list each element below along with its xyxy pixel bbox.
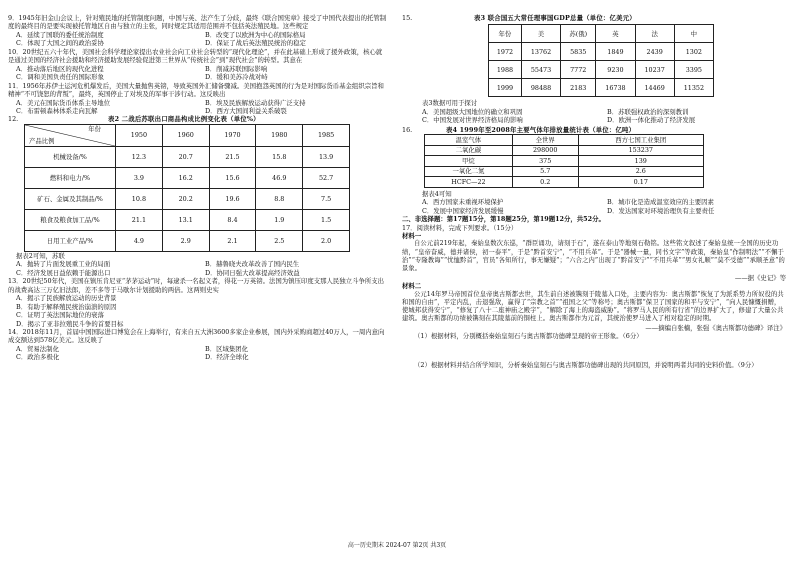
option: B．改变了以欧洲为中心的国际格局 (205, 30, 306, 39)
option: A．推动落后地区的现代化进程 (16, 64, 104, 73)
question-16-after: 据表4可知 (422, 189, 452, 198)
table-2-caption: 表2 二战后苏联出口商品构成比例变化表（单位%） (108, 115, 260, 124)
question-12-after: 据表2可知，苏联 (16, 251, 65, 260)
cell: 一氧化二氮 (425, 166, 513, 177)
cell: 13.9 (303, 146, 350, 167)
table-row (425, 156, 704, 167)
option: C．证明了英法国际地位的衰落 (16, 311, 104, 320)
question-17-sub-2: （2）根据材料并结合所学知识，分析秦始皇刻石与奥古斯都功德碑出现的共同原因，并说明两者共同的史料价值。（9分） (414, 360, 758, 369)
table-2-corner-header (25, 124, 116, 146)
table-row (425, 166, 704, 177)
table-4 (424, 134, 704, 188)
year-header: 1985 (303, 124, 350, 146)
option: B．苏联强权政治的深刻教训 (607, 107, 689, 116)
cell: 139 (578, 156, 703, 167)
table-row (425, 177, 704, 188)
material-2-source: ——摘编自张楠，张强《奥古斯都功德碑》译注》 (645, 323, 786, 332)
question-11-options (16, 99, 388, 116)
table-row (425, 145, 704, 156)
question-15 (402, 14, 786, 125)
table-row (25, 167, 350, 188)
option: C．体现了大国之间的政治妥协 (16, 39, 104, 48)
option: C．布雷顿森林体系走向瓦解 (16, 106, 98, 115)
cell: 12.3 (116, 146, 163, 167)
question-12-number: 12. (8, 115, 19, 124)
table-row (25, 209, 350, 230)
cell: 二氧化碳 (425, 145, 513, 156)
column-header: 英 (596, 25, 635, 43)
question-17-stem: 17．阅读材料，完成下列要求。（15分） (402, 223, 518, 232)
cell: 153237 (578, 145, 703, 156)
row-label: 燃料和电力/% (25, 167, 116, 188)
cell: 298000 (512, 145, 578, 156)
option: D．欧洲一体化推动了经济发展 (607, 116, 696, 125)
option: A．美元在国际货币体系主导地位 (16, 98, 111, 107)
cell: 9230 (596, 61, 635, 79)
cell: 0.2 (512, 177, 578, 188)
column-header: 美 (521, 25, 560, 43)
cell: 46.9 (256, 167, 303, 188)
option: A．延续了国联的委任统治制度 (16, 30, 104, 39)
question-16-options (422, 198, 786, 215)
cell: 1.5 (303, 209, 350, 230)
option: A．贸易法制化 (16, 344, 59, 353)
year-header: 1970 (209, 124, 256, 146)
cell: 2183 (561, 79, 596, 97)
year-header: 1950 (116, 124, 163, 146)
cell: 2.0 (303, 230, 350, 251)
option: B．城市化是造成温室效应的主要因素 (607, 198, 714, 207)
column-header: 法 (635, 25, 674, 43)
question-10-stem: 10．20世纪五六十年代，美国社会科学理论家提出农业社会向工业社会转型的“现代化理论”，并在此基础上形成了援外政策，核心就是通过美国的经济社会援助和经济援助发展经验促进第三世界从“传统社会”到“现代社会”的转型。其意在 (8, 47, 383, 65)
question-16-number: 16. (402, 125, 413, 134)
question-13 (8, 277, 388, 328)
right-column (402, 14, 786, 369)
left-column (8, 14, 388, 362)
question-15-after: 表3数据可用于探讨 (422, 99, 478, 108)
question-15-options (422, 108, 786, 125)
cell: 1972 (489, 43, 522, 61)
cell: 2.5 (256, 230, 303, 251)
cell: 10.8 (116, 188, 163, 209)
cell: 10237 (635, 61, 674, 79)
option: D．协同日强大改革提高经济效益 (205, 268, 300, 277)
column-header: 温室气体 (425, 135, 513, 146)
cell: 14469 (635, 79, 674, 97)
cell: 13.1 (162, 209, 209, 230)
row-label: 机械设备/% (25, 146, 116, 167)
table-2 (24, 124, 350, 252)
table-row (489, 61, 714, 79)
cell: 8.4 (209, 209, 256, 230)
material-1-source: ——据《史记》等 (734, 273, 786, 282)
material-1-title: 材料一 (402, 232, 422, 241)
option: B．埃及民族解放运动获得广泛支持 (205, 98, 306, 107)
table-row (25, 230, 350, 251)
row-label: 粮食及粮食加工品/% (25, 209, 116, 230)
option: C．调和美国负责任的国际形象 (16, 73, 104, 82)
option: D．保证了战后英法殖民统治的稳定 (205, 39, 306, 48)
cell: 1.9 (256, 209, 303, 230)
question-14-stem: 14．2018年11月，首届中国国际进口博览会在上海举行，有来自五大洲3600多家企业参展，国内外采购商超过40万人，一周内意向成交额达到578亿美元。这反映了 (8, 327, 385, 345)
table-3 (488, 24, 714, 97)
question-14-options (16, 345, 388, 362)
part-2-title: 二、非选择题：第17题15分，第18题25分，第19题12分，共52分。 (402, 215, 605, 224)
option: A．揭示了民族解放运动的历史背景 (16, 294, 117, 303)
option: A．抛转了片面发展重工业的局面 (16, 260, 111, 269)
option: B．区域集团化 (205, 344, 249, 353)
cell: 7772 (561, 61, 596, 79)
cell: HCFC—22 (425, 177, 513, 188)
cell: 21.1 (116, 209, 163, 230)
question-9 (8, 14, 388, 48)
question-11-stem: 11．1956年苏伊士运河危机爆发后，美国大量抛售英镑，导致英国外汇储备骤减。美国抱怨英国的行为是对国际货币基金组织宗旨和精神“不可饶恕的背叛”，最终，英国停止了对埃及的军事干涉行动。这反映出 (8, 81, 384, 99)
cell: 16738 (596, 79, 635, 97)
option: D．发达国家对环境治理负有主要责任 (607, 206, 715, 215)
cell: 15.6 (209, 167, 256, 188)
table-4-caption: 表4 1999年至2008年主要气体年排放量统计表（单位：亿吨） (446, 125, 636, 134)
column-header: 全世界 (512, 135, 578, 146)
question-10-options (16, 65, 388, 82)
question-14 (8, 328, 388, 362)
part-2 (402, 215, 786, 369)
option: A．美国超级大国地位的确立和巩固 (422, 107, 523, 116)
cell: 3395 (674, 61, 713, 79)
question-10 (8, 48, 388, 82)
option: D．揭示了亚非拉殖民斗争的首要目标 (16, 319, 124, 328)
material-1-text: 自公元前219年起，秦始皇数次东巡，“群臣诵功，请刻于石”，遂在泰山等地刻石勒铭。这些铭文叙述了秦始皇统一全国的历史功绩，“皇帝奋威，德并诸侯，初一泰平”，于是“黔首安宁”，“不用兵革”。于是“器械一量，同书文字”等政策，秦始皇“作制明法”“不懈于治”“专隆教诲”“忧恤黔首”，官员“各知所行，事无嫌疑”；“六合之内”出现了“黔首安宁”“不用兵革”“男女礼顺”“莫不受德”“承顺圣意”的景象。 (402, 240, 785, 273)
cell: 0.17 (578, 177, 703, 188)
question-12-options (16, 260, 388, 277)
option: C．中国发展对世界经济格局的影响 (422, 116, 523, 125)
table-row (25, 146, 350, 167)
cell: 52.7 (303, 167, 350, 188)
cell: 7.5 (303, 188, 350, 209)
cell: 5.7 (512, 166, 578, 177)
row-label: 日用工业产品/% (25, 230, 116, 251)
row-label: 矿石、金属及其制品/% (25, 188, 116, 209)
table-2-product-header: 产品比例 (29, 137, 55, 146)
cell: 19.6 (209, 188, 256, 209)
year-header: 1980 (256, 124, 303, 146)
question-13-stem: 13．20世纪50年代，美国在镇压肯尼亚“茅茅运动”时，每逮杀一名起义者，得花一万英镑。法国为镇压印度支那人民独立斗争所支出的战费高达三万亿旧法郎，差不多等于马歇尔计划援助的两倍。这两则史实 (8, 277, 385, 294)
cell: 2.1 (209, 230, 256, 251)
question-15-number: 15. (402, 14, 413, 22)
cell: 11352 (674, 79, 713, 97)
question-12 (8, 115, 388, 277)
cell: 20.7 (162, 146, 209, 167)
cell: 5835 (561, 43, 596, 61)
option: D．经济全球化 (205, 353, 249, 362)
question-13-options (16, 294, 388, 328)
cell: 15.8 (256, 146, 303, 167)
page-footer: 高一历史期末 2024-07 第2页 共3页 (347, 542, 447, 549)
option: A．西方国家未重视环境保护 (422, 198, 504, 207)
table-row (489, 43, 714, 61)
table-2-year-header: 年份 (88, 124, 101, 133)
table-3-caption: 表3 联合国五大常任理事国GDP总量（单位：亿美元） (474, 14, 636, 22)
table-row (489, 79, 714, 97)
cell: 98488 (521, 79, 560, 97)
material-2-text: 公元14年罗马帝国首位皇帝奥古斯都去世，其生前自述被镌刻于陵墓入口处，主要内容为：奥古斯都“恢复了为派系势力所奴役的共和国的自由”，平定内乱，击退强敌，赢得了“宗教之首”“祖国之父”等称号；奥古斯都“保卫了国家的和平与安宁”，“向人民慷慨捐赠，使城邦获得安宁”，“修复了八十二座神庙之殿宇”，“解除了海上的海盗威胁”。“将罗马人民的所有行省”的边界扩大了，修建了大量公共建筑。奥古斯都的功绩被镌刻在其陵墓前的铜柱上。奥古斯都作为元首，其统治使罗马进入了相对稳定的时期。 (402, 290, 784, 323)
question-9-stem: 9．1945年旧金山会议上，针对殖民地的托管制度问题，中国与英、法产生了分歧，最终《联合国宪章》接受了中国代表提出的托管制度的最终目的是要实现被托管地区自由与独立的主张，同时规定其适用范围并不包括英法殖民地。这些规定 (8, 14, 387, 31)
question-16 (402, 126, 786, 215)
cell: 2.9 (162, 230, 209, 251)
question-11 (8, 82, 388, 116)
cell: 2439 (635, 43, 674, 61)
cell: 8.8 (256, 188, 303, 209)
cell: 21.5 (209, 146, 256, 167)
cell: 375 (512, 156, 578, 167)
cell: 16.2 (162, 167, 209, 188)
column-header: 西方七国工业集团 (578, 135, 703, 146)
cell: 2.6 (578, 166, 703, 177)
cell: 1999 (489, 79, 522, 97)
option: C．发展中国家经济发展缓慢 (422, 206, 504, 215)
cell: 1302 (674, 43, 713, 61)
cell: 4.9 (116, 230, 163, 251)
cell: 55473 (521, 61, 560, 79)
cell: 1988 (489, 61, 522, 79)
cell: 1849 (596, 43, 635, 61)
cell: 20.2 (162, 188, 209, 209)
option: C．经济发展日益依赖于能源出口 (16, 268, 111, 277)
option: B．有助于解释殖民统治崩溃的原因 (16, 302, 117, 311)
cell: 13762 (521, 43, 560, 61)
column-header: 中 (674, 25, 713, 43)
option: B．削减苏联国际影响 (205, 64, 268, 73)
option: C．政治多极化 (16, 353, 60, 362)
question-9-options (16, 31, 388, 48)
cell: 甲烷 (425, 156, 513, 167)
cell: 3.9 (116, 167, 163, 188)
year-header: 1960 (162, 124, 209, 146)
table-row (25, 188, 350, 209)
column-header: 苏(俄) (561, 25, 596, 43)
question-17-sub-1: （1）根据材料，分别概括秦始皇刻石与奥古斯都功德碑呈现的帝王形象。（6分） (414, 332, 643, 341)
option: B．赫鲁晓夫改革改善了国内民生 (205, 260, 300, 269)
material-2-title: 材料二 (402, 282, 422, 291)
column-header: 年份 (489, 25, 522, 43)
option: D．缓和美苏冷战对峙 (205, 73, 268, 82)
option: D．西方大国间利益关系破裂 (205, 106, 287, 115)
